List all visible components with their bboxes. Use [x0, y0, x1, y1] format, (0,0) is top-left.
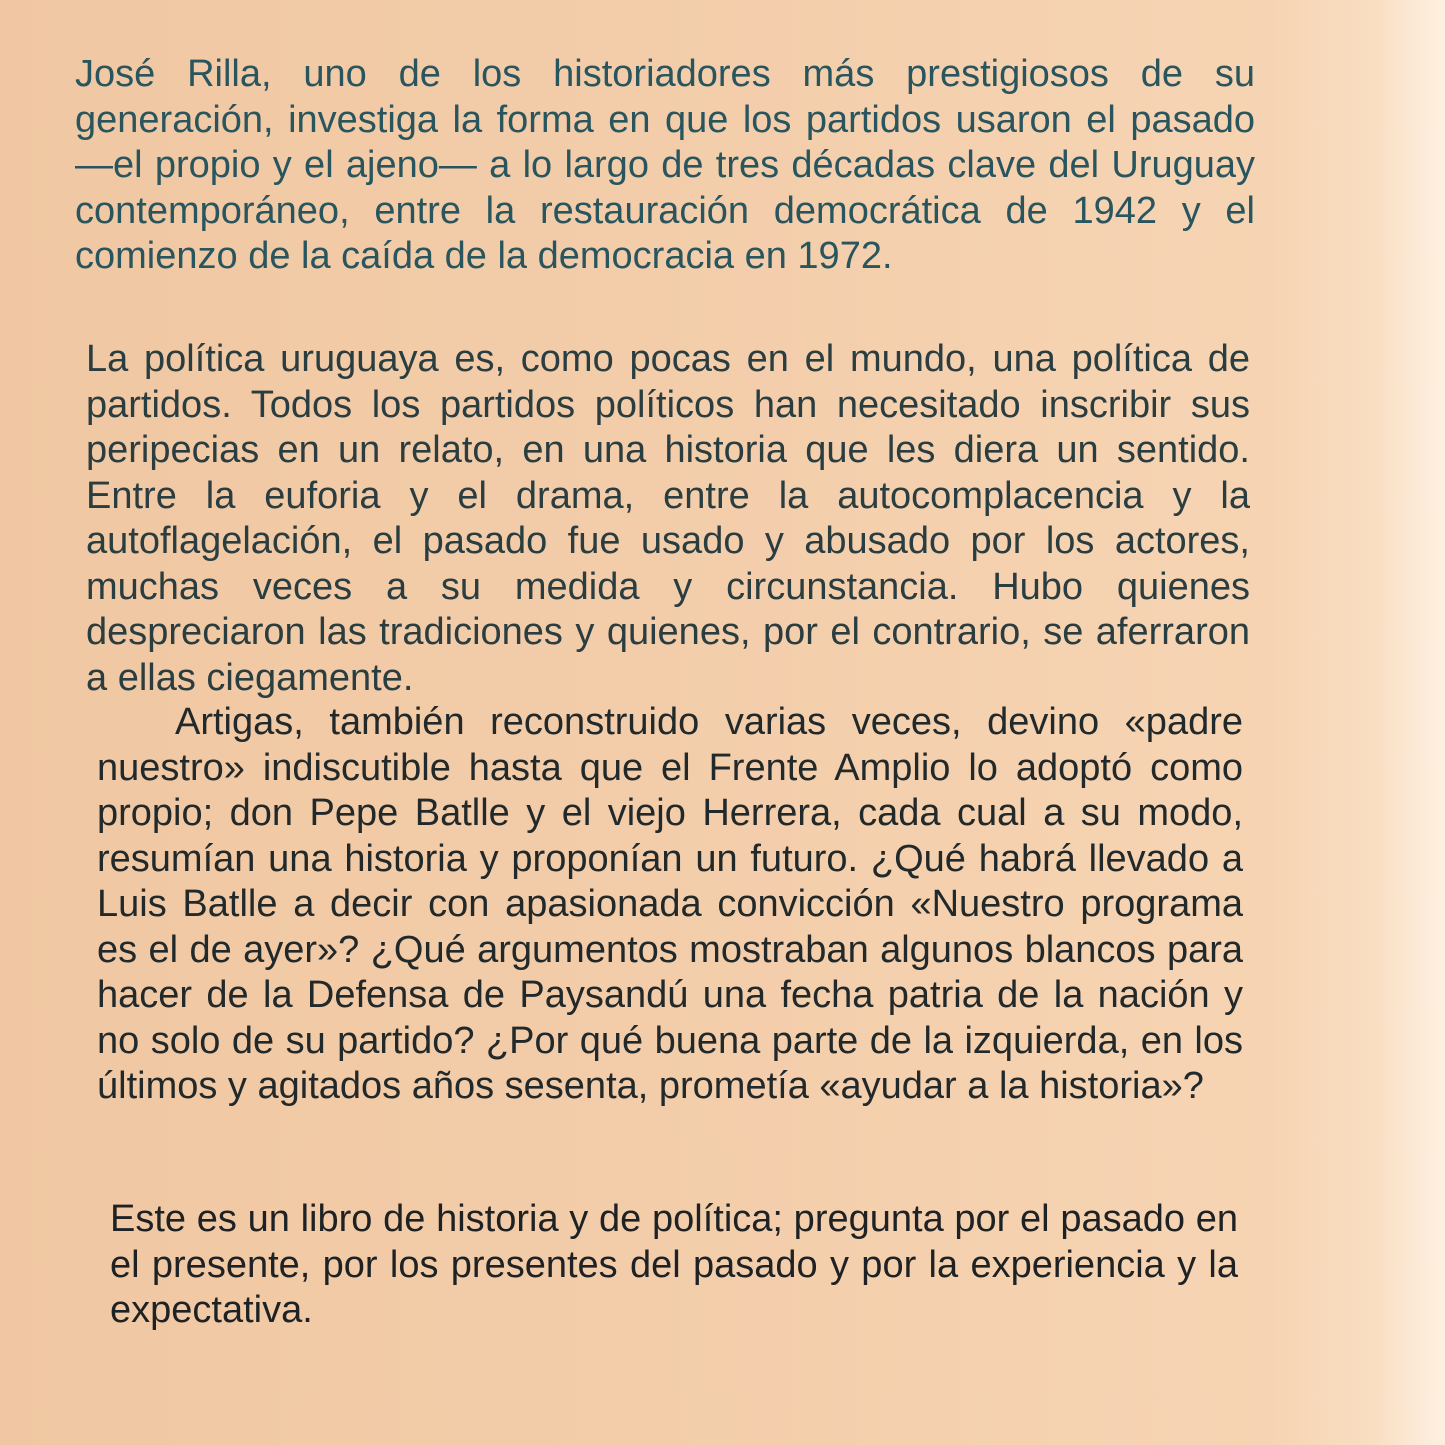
paragraph-artigas-questions: Artigas, también reconstruido varias veces, devino «padre nuestro» indiscutible hasta que el Frente Amplio lo adoptó como propio; don Pepe Batlle y el viejo Herrera, cada cual a su modo, resumían una historia y proponían un futuro. ¿Qué habrá llevado a Luis Batlle a decir con apasionada convicción «Nuestro programa es el de ayer»? ¿Qué argumentos mostraban algunos blancos para hacer de la Defensa de Paysandú una fecha patria de la nación y no solo de su partido? ¿Por qué buena parte de la izquierda, en los últimos y agitados años sesenta, prometía «ayudar a la historia»?	[97, 701, 1243, 1107]
paragraph-party-politics: La política uruguaya es, como pocas en el mundo, una política de partidos. Todos los partidos políticos han necesitado inscribir sus peripecias en un relato, en una historia que les diera un sentido. Entre la euforia y el drama, entre la autocomplacencia y la autoflagelación, el pasado fue usado y abusado por los actores, muchas veces a su medida y circunstancia. Hubo quienes despreciaron las tradiciones y quienes, por el contrario, se aferraron a ellas ciegamente.	[86, 338, 1250, 699]
page-edge-shade	[1375, 0, 1445, 1445]
paragraph-book-summary: Este es un libro de historia y de política; pregunta por el pasado en el presente, por los presentes del pasado y por la experiencia y la expectativa.	[110, 1198, 1238, 1331]
paragraph-author-intro: José Rilla, uno de los historiadores más prestigiosos de su generación, investiga la forma en que los partidos usaron el pasado —el propio y el ajeno— a lo largo de tres décadas clave del Uruguay contemporáneo, entre la restauración democrática de 1942 y el comienzo de la caída de la democracia en 1972.	[75, 53, 1255, 277]
